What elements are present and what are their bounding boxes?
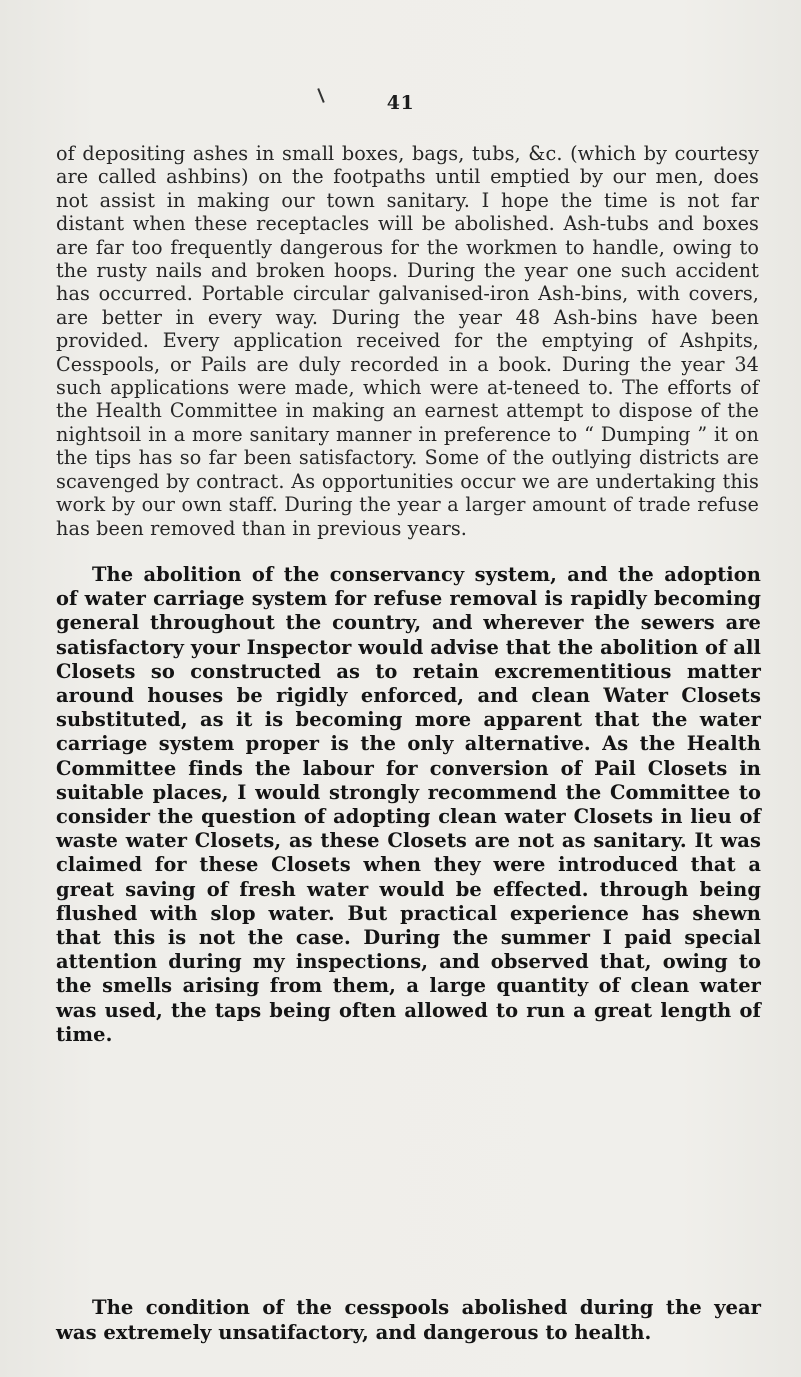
page-number: 41 <box>386 92 415 114</box>
paragraph-conservancy: The abolition of the conservancy system, and the adoption of water carriage system for refuse removal is rapidly becoming general throughout the country, and wherever the sewers are satisfactory your Inspector would advise that the abolition of all Closets so constructed as to retain excrementitious matter around houses be rigidly enforced, and clean Water Closets substituted, as it is becoming more apparent that the water carriage system proper is the only alternative. As the Health Committee finds the labour for conversion of Pail Closets in suitable places, I would strongly recommend the Committee to consider the question of adopting clean water Closets in lieu of waste water Closets, as these Closets are not as sanitary. It was claimed for these Closets when they were introduced that a great saving of fresh water would be effected. through being flushed with slop water. But practical experience has shewn that this is not the case. During the summer I paid special attention during my inspections, and observed that, owing to the smells arising from them, a large quantity of clean water was used, the taps being often allowed to run a great length of time. <box>56 563 761 1046</box>
paragraph-cesspools: The condition of the cesspools abolished during the year was extremely unsatifactory, and dangerous to health. <box>56 1296 761 1344</box>
paragraph-ashbins: of depositing ashes in small boxes, bags, tubs, &c. (which by courtesy are called ashbins) on the footpaths until emptied by our men, does not assist in making our town sanitary. I hope the time is not far distant when these receptacles will be abolished. Ash-tubs and boxes are far too frequently dangerous for the workmen to handle, owing to the rusty nails and broken hoops. During the year one such accident has occurred. Portable circular galvanised-iron Ash-bins, with covers, are better in every way. During the year 48 Ash-bins have been provided. Every application received for the emptying of Ashpits, Cesspools, or Pails are duly recorded in a book. During the year 34 such applications were made, which were at-teneed to. The efforts of the Health Committee in making an earnest attempt to dispose of the nightsoil in a more sanitary manner in preference to “ Dumping ” it on the tips has so far been satisfactory. Some of the outlying districts are scavenged by contract. As opportunities occur we are undertaking this work by our own staff. During the year a larger amount of trade refuse has been removed than in previous years. <box>56 142 759 540</box>
